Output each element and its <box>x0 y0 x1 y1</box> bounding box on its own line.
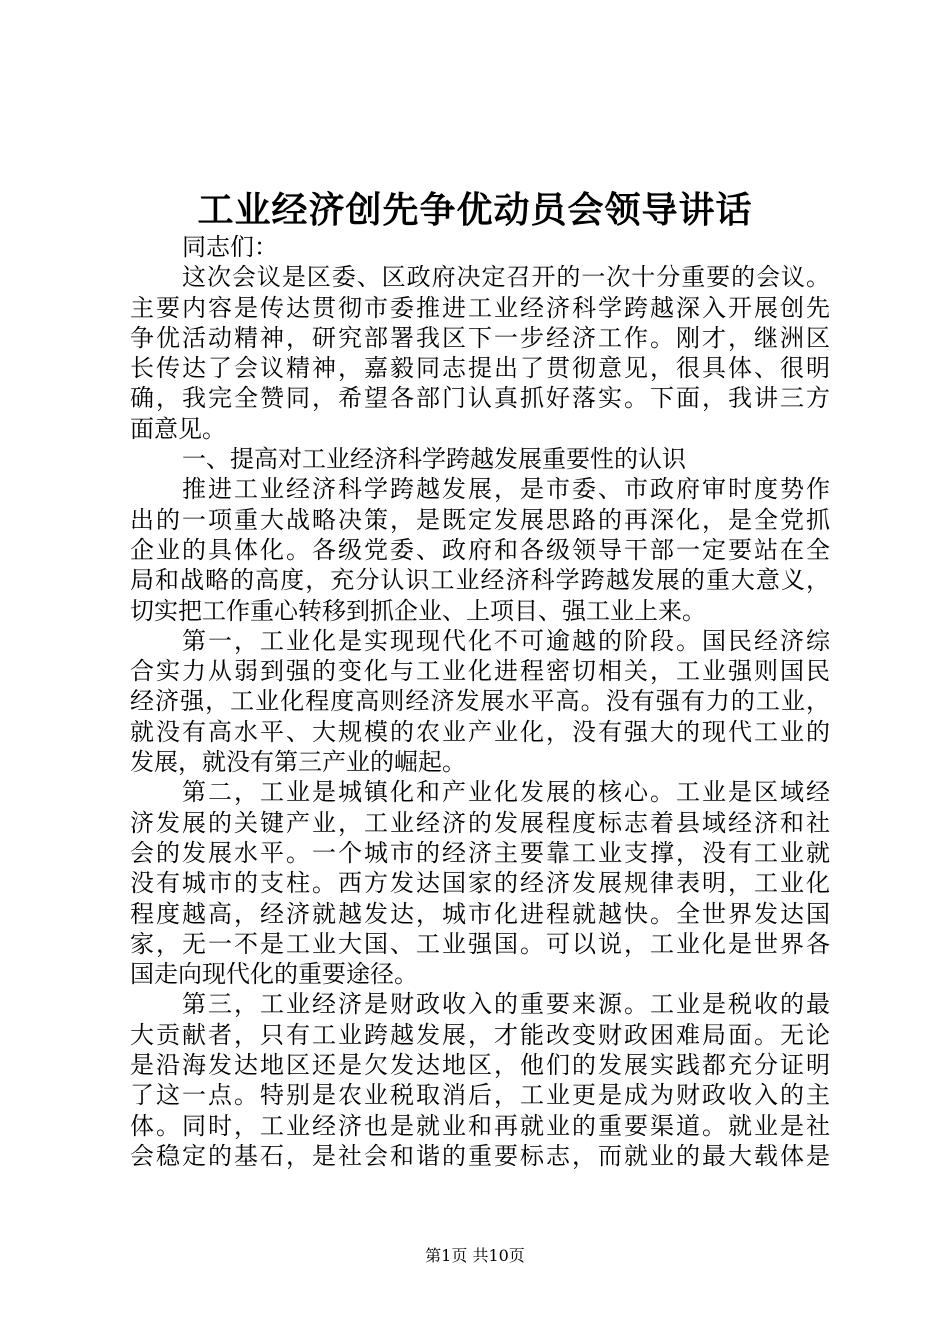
paragraph-line: 推进工业经济科学跨越发展，是市委、市政府审时度势作 <box>182 475 830 504</box>
paragraph-line: 长传达了会议精神，嘉毅同志提出了贯彻意见，很具体、很明 <box>130 354 830 383</box>
paragraph-line: 会稳定的基石，是社会和谐的重要标志，而就业的最大载体是 <box>130 1141 830 1170</box>
paragraph-line: 企业的具体化。各级党委、政府和各级领导干部一定要站在全 <box>130 535 830 564</box>
paragraph-line: 合实力从弱到强的变化与工业化进程密切相关，工业强则国民 <box>130 657 830 686</box>
paragraph-line: 了这一点。特别是农业税取消后，工业更是成为财政收入的主 <box>130 1081 830 1110</box>
paragraph-line: 国走向现代化的重要途径。 <box>130 960 418 989</box>
document-body <box>130 232 830 1171</box>
paragraph-line: 经济强，工业化程度高则经济发展水平高。没有强有力的工业， <box>130 687 830 716</box>
paragraph-line: 济发展的关键产业，工业经济的发展程度标志着县域经济和社 <box>130 808 830 837</box>
paragraph-line: 切实把工作重心转移到抓企业、上项目、强工业上来。 <box>130 596 706 625</box>
document-title: 工业经济创先争优动员会领导讲话 <box>197 189 753 231</box>
paragraph-line: 面意见。 <box>130 414 226 443</box>
paragraph-line: 第二，工业是城镇化和产业化发展的核心。工业是区域经 <box>182 778 830 807</box>
salutation-line: 同志们： <box>182 233 278 261</box>
section-heading: 一、提高对工业经济科学跨越发展重要性的认识 <box>182 445 686 474</box>
paragraph-line: 是沿海发达地区还是欠发达地区，他们的发展实践都充分证明 <box>130 1051 830 1080</box>
page-number-footer: 第1页 共10页 <box>425 1246 525 1265</box>
paragraph-line: 没有城市的支柱。西方发达国家的经济发展规律表明，工业化 <box>130 869 830 898</box>
paragraph-line: 确，我完全赞同，希望各部门认真抓好落实。下面，我讲三方 <box>130 384 830 413</box>
paragraph-line: 第三，工业经济是财政收入的重要来源。工业是税收的最 <box>182 990 830 1019</box>
paragraph-line: 争优活动精神，研究部署我区下一步经济工作。刚才，继洲区 <box>130 323 830 352</box>
paragraph-line: 会的发展水平。一个城市的经济主要靠工业支撑，没有工业就 <box>130 838 830 867</box>
paragraph-line: 局和战略的高度，充分认识工业经济科学跨越发展的重大意义， <box>130 566 830 595</box>
paragraph-line: 这次会议是区委、区政府决定召开的一次十分重要的会议。 <box>182 263 830 292</box>
paragraph-line: 就没有高水平、大规模的农业产业化，没有强大的现代工业的 <box>130 717 830 746</box>
paragraph-line: 第一，工业化是实现现代化不可逾越的阶段。国民经济综 <box>182 626 830 655</box>
paragraph-line: 出的一项重大战略决策，是既定发展思路的再深化，是全党抓 <box>130 505 830 534</box>
paragraph-line: 发展，就没有第三产业的崛起。 <box>130 748 466 777</box>
paragraph-line: 大贡献者，只有工业跨越发展，才能改变财政困难局面。无论 <box>130 1020 830 1049</box>
paragraph-line: 家，无一不是工业大国、工业强国。可以说，工业化是世界各 <box>130 929 830 958</box>
paragraph-line: 主要内容是传达贯彻市委推进工业经济科学跨越深入开展创先 <box>130 293 830 322</box>
paragraph-line: 体。同时，工业经济也是就业和再就业的重要渠道。就业是社 <box>130 1111 830 1140</box>
paragraph-line: 程度越高，经济就越发达，城市化进程就越快。全世界发达国 <box>130 899 830 928</box>
